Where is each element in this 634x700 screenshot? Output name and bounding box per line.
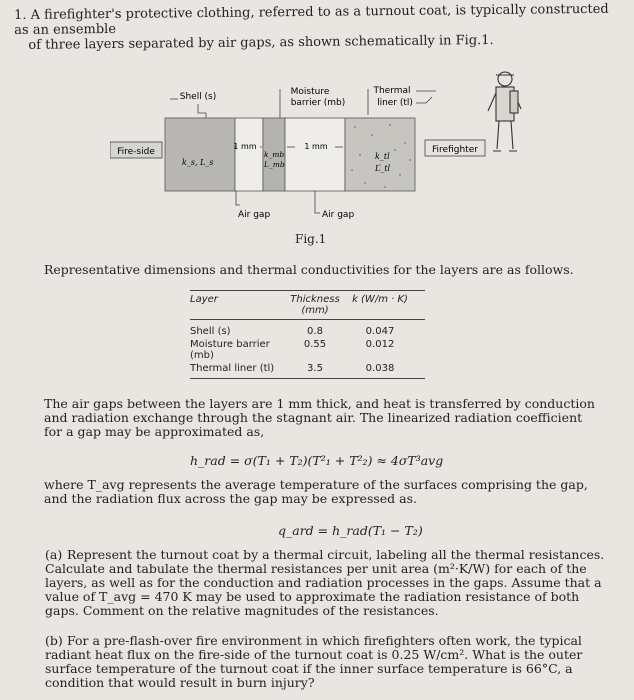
firefighter-icon xyxy=(488,72,521,151)
table-row xyxy=(190,362,425,375)
table-cell: 0.012 xyxy=(365,339,395,350)
table-cell: 0.55 xyxy=(303,339,327,350)
part-b-text: For a pre-flash-over fire environment in which firefighters often work, the typical radiant heat flux on the fire-side of the turnout coat is 0.25 W/cm². What is the outer surface temperature of the turnout coat if the inner surface temperature is 66°C, a condition that would result in burn injury? xyxy=(45,633,583,690)
table-header-cell: Layer xyxy=(190,294,218,305)
table-cell: 3.5 xyxy=(307,363,323,374)
table-header-cell: Thickness (mm) xyxy=(290,294,340,316)
fire-side-label: Fire-side xyxy=(117,147,155,157)
shell-layer xyxy=(165,118,235,191)
part-b-label: (b) xyxy=(45,633,63,648)
mb-L-label: L_mb xyxy=(264,160,285,169)
gap1-dimension: 1 mm xyxy=(233,142,257,151)
part-a-label: (a) xyxy=(45,547,63,562)
intro-line-2: of three layers separated by air gaps, as shown schematically in Fig.1. xyxy=(28,32,494,53)
table-row xyxy=(190,325,425,338)
gap2-dimension: 1 mm xyxy=(304,142,328,151)
table-header xyxy=(190,290,425,320)
paragraph-t-avg: where T_avg represents the average temperature of the surfaces comprising the gap, and the radiation flux across the gap may be expressed as. xyxy=(44,477,588,506)
part-a-text: Represent the turnout coat by a thermal circuit, labeling all the thermal resistances. Calculate and tabulate the thermal resistances per unit area (m²·K/W) for each of the layers, as well as for the conduction and radiation processes in the gaps. Assume that a value of T_avg = 470 K may be used to approximate the radiation resistance of both gaps. Comment on the relative magnitudes of the resistances. xyxy=(45,547,605,618)
table-cell: Moisture barrier (mb) xyxy=(190,339,270,361)
paragraph-air-gaps: The air gaps between the layers are 1 mm thick, and heat is transferred by conduction and radiation exchange through the stagnant air. The linearized radiation coefficient for a gap may be approximated as, xyxy=(44,396,595,439)
tl-L-label: L_tl xyxy=(375,164,391,173)
table-cell: 0.8 xyxy=(307,326,323,337)
turnout-coat-figure xyxy=(110,55,530,245)
part-a xyxy=(45,548,605,618)
thermal-label-2: liner (tl) xyxy=(377,98,413,108)
problem-intro xyxy=(14,2,614,53)
thermal-label-1: Thermal xyxy=(373,86,411,96)
air-gap-label-1: Air gap xyxy=(238,210,271,220)
figure-caption: Fig.1 xyxy=(295,232,327,246)
part-b xyxy=(45,634,605,690)
table-cell: 0.047 xyxy=(365,326,395,337)
table-cell: Shell (s) xyxy=(190,326,231,337)
shell-k-label: k_s, L_s xyxy=(182,158,214,167)
equation-q-rad: q_ard = h_rad(T₁ − T₂) xyxy=(278,523,423,538)
problem-number: 1. xyxy=(14,7,27,23)
intro-text-1: A firefighter's protective clothing, referred to as a turnout coat, is typically constructed as an ensemble xyxy=(14,1,609,38)
moisture-label-2: barrier (mb) xyxy=(290,98,346,108)
air-gap-label-2: Air gap xyxy=(322,210,355,220)
shell-label: Shell (s) xyxy=(179,92,217,102)
paragraph-dimensions: Representative dimensions and thermal conductivities for the layers are as follows. xyxy=(44,262,574,277)
firefighter-label: Firefighter xyxy=(432,145,478,155)
mb-k-label: k_mb xyxy=(264,150,285,159)
properties-table xyxy=(190,290,425,379)
table-cell: Thermal liner (tl) xyxy=(190,363,275,374)
air-gap-1 xyxy=(235,118,263,191)
table-row xyxy=(190,338,425,362)
table-header-cell: k (W/m · K) xyxy=(352,294,408,305)
equation-h-rad: h_rad = σ(T₁ + T₂)(T²₁ + T²₂) ≈ 4σT³avg xyxy=(190,453,444,468)
tl-k-label: k_tl xyxy=(375,152,390,161)
moisture-label-1: Moisture xyxy=(290,87,330,97)
table-cell: 0.038 xyxy=(365,363,395,374)
air-gap-2 xyxy=(285,118,345,191)
table-body xyxy=(190,320,425,379)
